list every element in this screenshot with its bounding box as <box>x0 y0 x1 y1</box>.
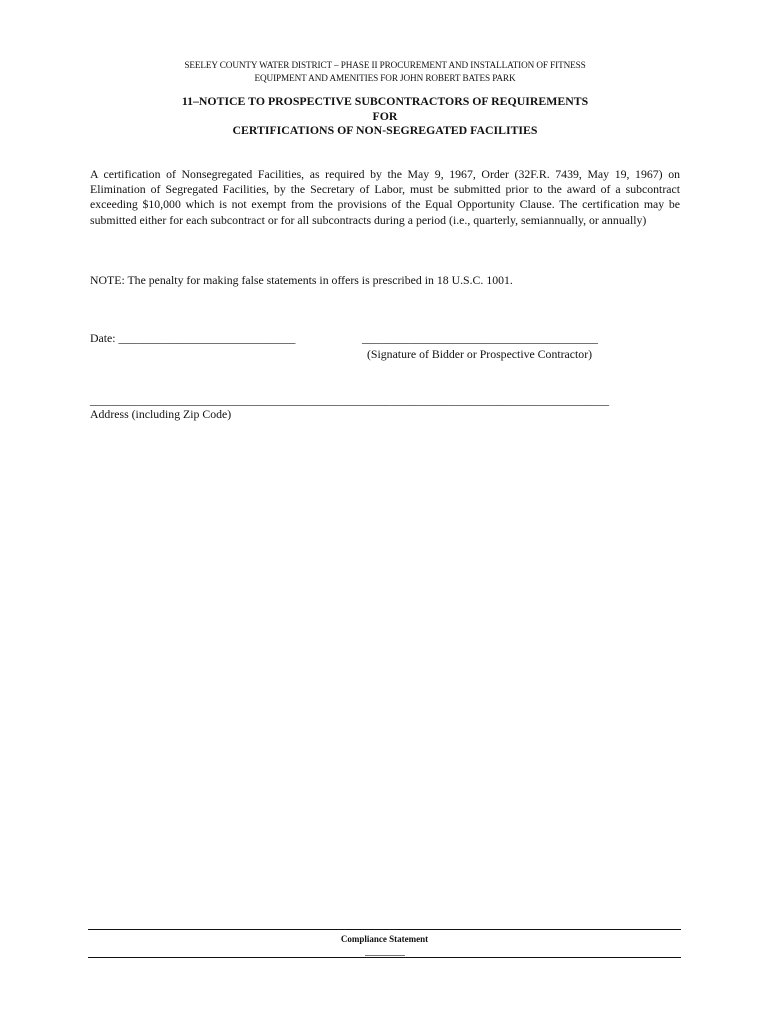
header-line-1: SEELEY COUNTY WATER DISTRICT – PHASE II PROCUREMENT AND INSTALLATION OF FITNESS <box>184 60 586 70</box>
document-header <box>90 59 680 84</box>
document-title <box>90 94 680 138</box>
footer-rule-top <box>88 929 681 930</box>
header-line-2: EQUIPMENT AND AMENITIES FOR JOHN ROBERT BATES PARK <box>254 72 516 83</box>
signature-blank[interactable]: ________________________________________ <box>362 331 598 345</box>
title-line-1: 11–NOTICE TO PROSPECTIVE SUBCONTRACTORS OF REQUIREMENTS <box>181 94 589 108</box>
address-label: Address (including Zip Code) <box>90 407 232 421</box>
certification-paragraph: A certification of Nonsegregated Facilities, as required by the May 9, 1967, Order (32F.R. 7439, May 19, 1967) on Elimination of Segregated Facilities, by the Secretary of Labor, must be submitted prior to the award of a subcontract exceeding $10,000 which is not exempt from the provisions of the Equal Opportunity Clause. The certification may be submitted either for each subcontract or for all subcontracts during a period (i.e., quarterly, semiannually, or annually) <box>90 167 680 227</box>
date-field[interactable] <box>90 331 295 346</box>
date-blank[interactable]: ______________________________ <box>118 331 296 345</box>
signature-label: (Signature of Bidder or Prospective Contractor) <box>367 347 593 361</box>
footer-rule-bottom <box>88 957 681 958</box>
footer-compliance-statement: Compliance Statement <box>340 934 429 944</box>
date-label: Date: <box>90 331 116 345</box>
penalty-note: NOTE: The penalty for making false statements in offers is prescribed in 18 U.S.C. 1001. <box>90 273 513 287</box>
title-line-2: FOR <box>372 108 398 123</box>
address-blank[interactable]: ________________________________________________________________________________________ <box>90 393 610 407</box>
title-line-3: CERTIFICATIONS OF NON-SEGREGATED FACILITIES <box>232 123 538 137</box>
footer-mark <box>365 955 405 956</box>
